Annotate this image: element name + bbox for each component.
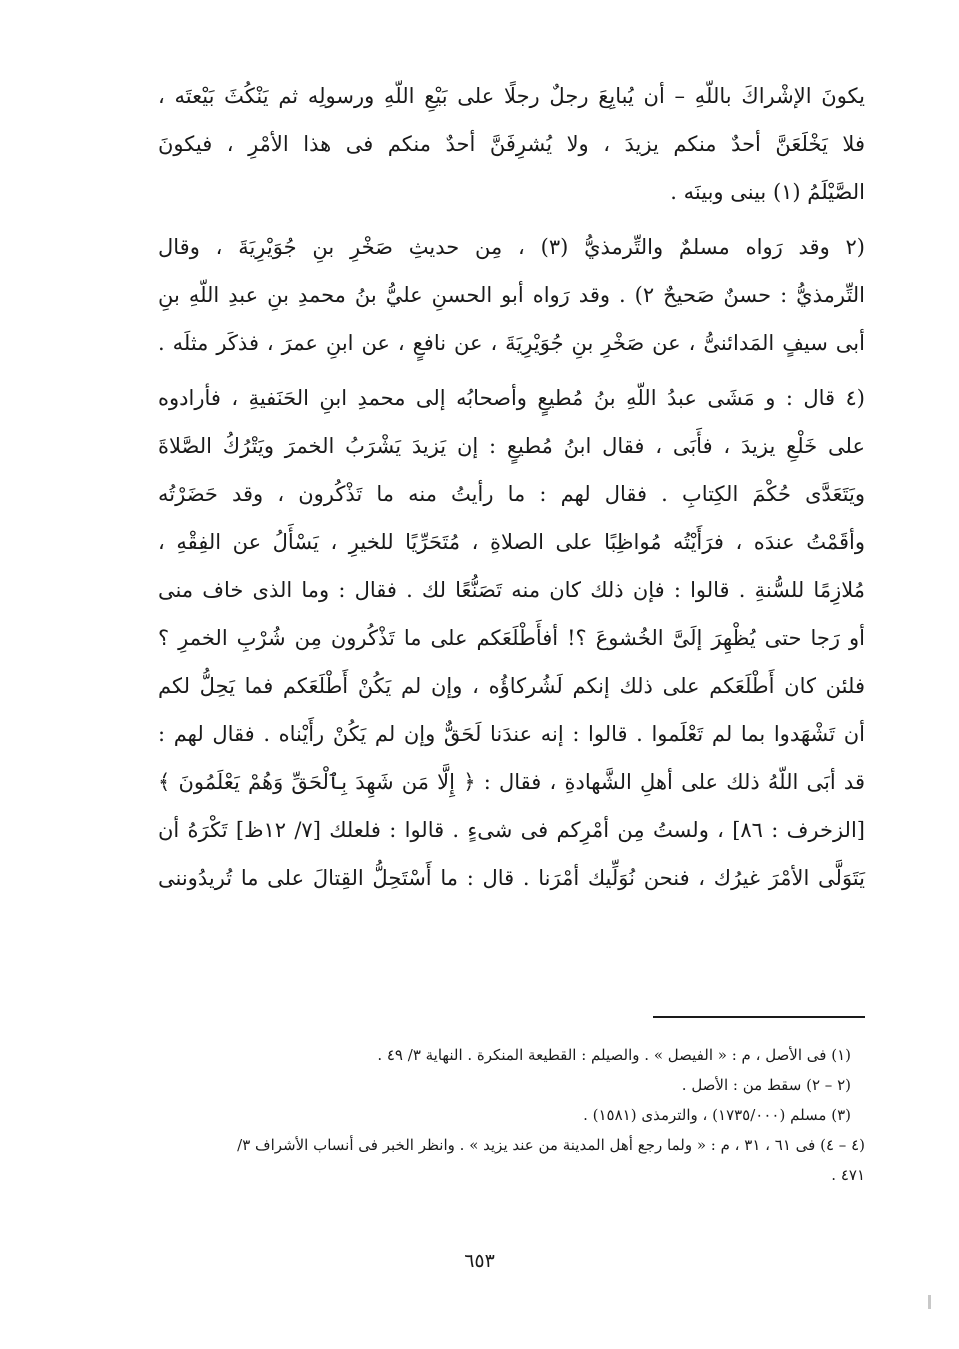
footnote: (٢ – ٢) سقط من : الأصل . <box>681 1076 851 1094</box>
body-line: الصَّيْلَمُ (١) بينى وبينَه . <box>670 180 865 204</box>
body-line: وأقَمْتُ عندَه ، فرَأَيْتُه مُواظِبًا على الصلاةِ ، مُتَحَرِّيًا للخيرِ ، يَسْأَلُ عن الفِقْهِ ، <box>158 530 865 554</box>
body-line: (٢ وقد رَواه مسلمٌ والتِّرمذيُّ (٣) ، مِن حديثِ صَخْرِ بنِ جُوَيْرِيَةَ ، وقال <box>158 235 865 259</box>
body-line: (٤ قال : و مَشَى عبدُ اللّهِ بنُ مُطيعٍ وأصحابُه إلى محمدِ ابنِ الحَنَفيةِ ، فأرادوه <box>158 386 865 410</box>
margin-mark <box>928 1295 931 1309</box>
body-line: أو رَجا حتى يُظْهِرَ إلَىَّ الخُشوعَ ؟! أفأَطْلَعَكم على ما تَذْكُرون مِن شُرْبِ الخمرِ ؟ <box>158 626 865 650</box>
body-line: يكونَ الإشْراكَ باللّهِ – أن يُبايِعَ رجلٌ رجلًا على بَيْعِ اللّهِ ورسولِه ثم يَنْكُثَ بَيْعتَه ، <box>158 84 865 108</box>
footnote: (١) فى الأصل ، م : « الفيصل » . والصيلم : القطيعة المنكرة . النهاية ٣/ ٤٩ . <box>377 1046 851 1064</box>
body-line: فلئن كان أَطْلَعَكم على ذلك إنكم لَشُركاؤُه ، وإن لم يَكُنْ أَطْلَعَكم فما يَحِلُّ لكم <box>158 674 865 698</box>
body-line: فلا يَخْلَعَنَّ أحدٌ منكم يزيدَ ، ولا يُشرِفَنَّ أحدٌ منكم فى هذا الأمْرِ ، فيكونَ <box>158 132 865 156</box>
body-line: أبى سيفٍ المَدائنىُّ ، عن صَخْرِ بنِ جُوَيْرِيَةَ ، عن نافعٍ ، عن ابنِ عمرَ ، فذكَر مثلَه . <box>158 331 865 355</box>
body-line: على خَلْعِ يزيدَ ، فأَبَى ، فقال ابنُ مُطيعٍ : إن يَزيدَ يَشْرَبُ الخمرَ ويَتْرُكُ الصَّلاةَ <box>158 434 865 458</box>
footnote: (٣) مسلم (١٧٣٥/٠٠٠) ، والترمذى (١٥٨١) . <box>583 1106 851 1124</box>
body-line: التِّرمذيُّ : حسنٌ صَحيحٌ ٢) . وقد رَواه أبو الحسنِ عليُّ بنُ محمدِ بنِ عبدِ اللّهِ بنِ <box>158 283 866 307</box>
body-line: [الزخرف : ٨٦] ، ولستُ مِن أمْرِكم فى شىءٍ . قالوا : فلعلك [٧/ ١٢ظ] تَكْرَهُ أن <box>158 818 865 842</box>
footnote: (٤ – ٤) فى ٦١ ، ٣١ ، م : « ولما رجع أهل المدينة من عند يزيد » . وانظر الخبر فى أنساب الأشراف ٣/ <box>237 1136 865 1154</box>
footnote-divider <box>653 1016 865 1018</box>
footnote-continuation: ٤٧١ . <box>831 1166 865 1184</box>
body-line: مُلازِمًا للسُّنةِ . قالوا : فإن ذلك كان منه تَصَنُّعًا لك . فقال : وما الذى خاف منى <box>158 578 865 602</box>
footnotes-section <box>150 1040 865 1190</box>
body-line: ويَتَعَدَّى حُكْمَ الكِتابِ . فقال لهم : ما رأيتُ منه ما تَذْكُرون ، وقد حَضَرْتُه <box>158 482 865 506</box>
body-line: يَتَوَلَّى الأمْرَ غيرُك ، فنحن نُوَلِّيك أمْرَنا . قال : ما أَسْتَحِلُّ القِتالَ على ما تُريدُوننى <box>158 866 865 890</box>
main-body-text <box>158 72 865 902</box>
body-line: أن تَشْهَدوا بما لم تَعْلَموا . قالوا : إنه عندَنا لَحَقٌّ وإن لم يَكُنْ رأَيْناه . فقال لهم : <box>158 722 865 746</box>
body-line: قد أبَى اللّهُ ذلك على أهلِ الشَّهادةِ ، فقال : ﴿ إِلَّا مَن شَهِدَ بِٱلْحَقِّ وَهُمْ يَعْلَمُونَ ﴾ <box>158 770 865 794</box>
page-number: ٦٥٣ <box>464 1250 495 1272</box>
